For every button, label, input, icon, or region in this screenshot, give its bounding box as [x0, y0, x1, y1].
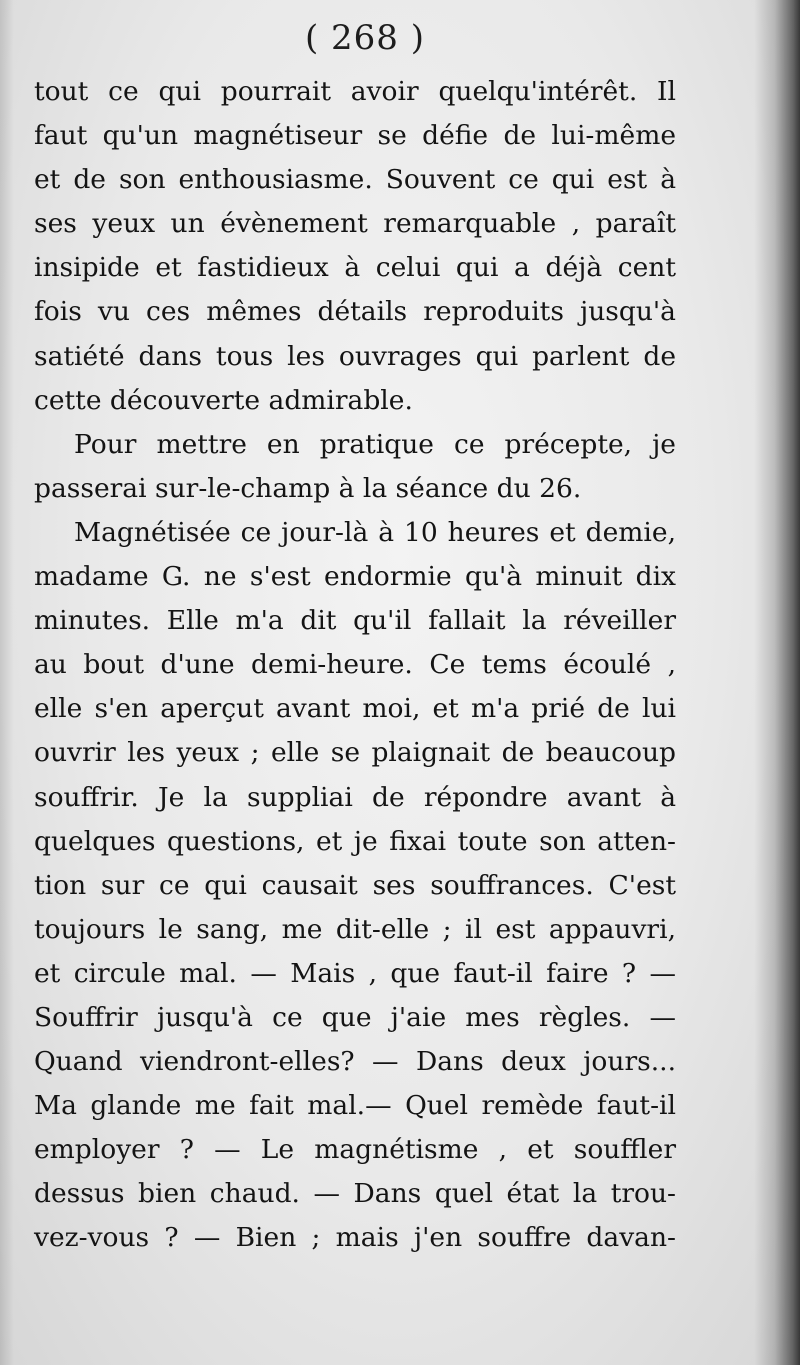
text-line: Ma glande me fait mal.— Quel remède faut-il	[34, 1090, 676, 1122]
text-line: au bout d'une demi-heure. Ce tems écoulé ,	[34, 649, 676, 681]
page-number: ( 268 )	[304, 18, 426, 58]
text-line: elle s'en aperçut avant moi, et m'a prié de lui	[34, 693, 676, 725]
text-line: satiété dans tous les ouvrages qui parlent de	[34, 340, 676, 372]
text-line: souffrir. Je la suppliai de répondre avant à	[34, 781, 676, 813]
text-line: Quand viendront-elles? — Dans deux jours...	[34, 1046, 676, 1078]
text-line: et de son enthousiasme. Souvent ce qui est à	[34, 164, 676, 196]
text-line: minutes. Elle m'a dit qu'il fallait la réveiller	[34, 605, 676, 637]
page-gutter-shadow	[754, 0, 800, 1365]
text-line: toujours le sang, me dit-elle ; il est appauvri,	[34, 913, 676, 945]
text-line: Souffrir jusqu'à ce que j'aie mes règles. —	[34, 1001, 676, 1033]
text-line: employer ? — Le magnétisme , et souffler	[34, 1134, 676, 1166]
text-line: ses yeux un évènement remarquable , paraît	[34, 208, 676, 240]
text-line: insipide et fastidieux à celui qui a déjà cent	[34, 252, 676, 284]
text-line: quelques questions, et je fixai toute son atten-	[34, 825, 676, 857]
text-line: madame G. ne s'est endormie qu'à minuit dix	[34, 561, 676, 593]
text-line: cette découverte admirable.	[34, 384, 413, 416]
text-line: passerai sur-le-champ à la séance du 26.	[34, 472, 582, 504]
text-line: tion sur ce qui causait ses souffrances. C'est	[34, 869, 676, 901]
body-text	[34, 70, 676, 1261]
text-line: fois vu ces mêmes détails reproduits jusqu'à	[34, 296, 676, 328]
text-line: et circule mal. — Mais , que faut-il faire ? —	[34, 957, 676, 989]
text-line: dessus bien chaud. — Dans quel état la trou-	[34, 1178, 676, 1210]
text-line: tout ce qui pourrait avoir quelqu'intérêt. Il	[34, 76, 676, 107]
page-left-edge	[0, 0, 14, 1365]
text-line: Pour mettre en pratique ce précepte, je	[74, 428, 676, 460]
text-line: Magnétisée ce jour-là à 10 heures et demie,	[74, 516, 676, 548]
text-line: faut qu'un magnétiseur se défie de lui-même	[34, 120, 676, 152]
text-line: ouvrir les yeux ; elle se plaignait de beaucoup	[34, 737, 676, 769]
text-line: vez-vous ? — Bien ; mais j'en souffre davan-	[34, 1222, 676, 1254]
